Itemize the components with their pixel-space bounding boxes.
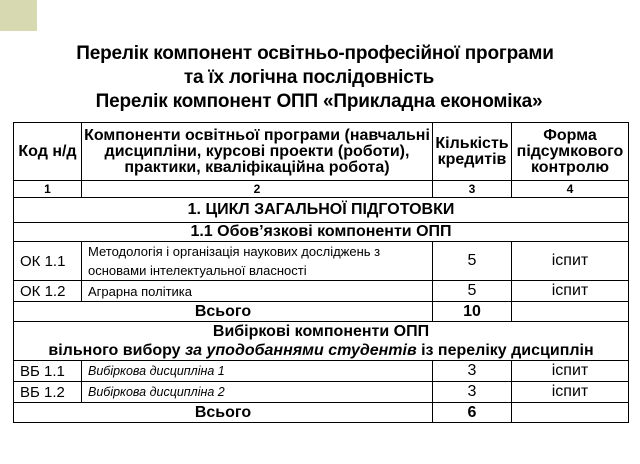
column-number: 2 <box>82 181 433 198</box>
title-line-1: Перелік компонент освітньо-професійної програми <box>76 43 554 64</box>
row-name: Аграрна політика <box>82 281 433 302</box>
row-control: іспит <box>512 242 629 281</box>
slide-corner-accent <box>0 0 37 31</box>
header-code: Код н/д <box>14 123 82 181</box>
section-title: 1. ЦИКЛ ЗАГАЛЬНОЇ ПІДГОТОВКИ <box>14 198 629 223</box>
table-row <box>14 281 629 302</box>
total-label: Всього <box>14 302 433 322</box>
row-name: Вибіркова дисципліна 1 <box>82 361 433 382</box>
table-row <box>14 361 629 382</box>
header-credits: Кількість кредитів <box>433 123 512 181</box>
row-credits: 3 <box>433 361 512 382</box>
mandatory-heading-row <box>14 223 629 242</box>
title-line-2: та їх логічна послідовність <box>183 67 435 88</box>
row-credits: 5 <box>433 281 512 302</box>
row-code: ОК 1.2 <box>14 281 82 302</box>
mandatory-title: 1.1 Обов’язкові компоненти ОПП <box>14 223 629 242</box>
elective-heading <box>14 322 629 361</box>
mandatory-total-row <box>14 302 629 322</box>
total-credits: 10 <box>433 302 512 322</box>
column-number: 3 <box>433 181 512 198</box>
total-empty <box>512 302 629 322</box>
elective-total-row <box>14 403 629 423</box>
column-number: 1 <box>14 181 82 198</box>
table-row <box>14 242 629 281</box>
elective-heading-row <box>14 322 629 361</box>
row-credits: 5 <box>433 242 512 281</box>
row-code: ВБ 1.2 <box>14 382 82 403</box>
column-number-row <box>14 181 629 198</box>
elective-title: Вибіркові компоненти ОПП <box>212 323 430 340</box>
section-row <box>14 198 629 223</box>
row-credits: 3 <box>433 382 512 403</box>
row-control: іспит <box>512 382 629 403</box>
row-control: іспит <box>512 361 629 382</box>
row-name: Вибіркова дисципліна 2 <box>82 382 433 403</box>
elective-subtitle <box>16 341 626 360</box>
table-row <box>14 382 629 403</box>
program-components-table <box>13 122 629 423</box>
total-credits: 6 <box>433 403 512 423</box>
elective-subtitle-end: із переліку дисциплін <box>416 342 594 359</box>
slide-title-block <box>0 42 640 114</box>
row-code: ВБ 1.1 <box>14 361 82 382</box>
table-header-row <box>14 123 629 181</box>
header-component: Компоненти освітньої програми (навчальні дисципліни, курсові проекти (роботи), практики, кваліфікаційна робота) <box>82 123 433 181</box>
elective-subtitle-italic: за уподобаннями студентів <box>185 342 417 359</box>
title-line-3: Перелік компонент ОПП «Прикладна економіка» <box>95 91 543 112</box>
total-label: Всього <box>14 403 433 423</box>
row-name: Методологія і організація наукових досліджень з основами інтелектуальної власності <box>82 242 433 281</box>
elective-subtitle-start: вільного вибору <box>48 342 185 359</box>
row-code: ОК 1.1 <box>14 242 82 281</box>
total-empty <box>512 403 629 423</box>
column-number: 4 <box>512 181 629 198</box>
row-control: іспит <box>512 281 629 302</box>
header-control: Форма підсумкового контролю <box>512 123 629 181</box>
